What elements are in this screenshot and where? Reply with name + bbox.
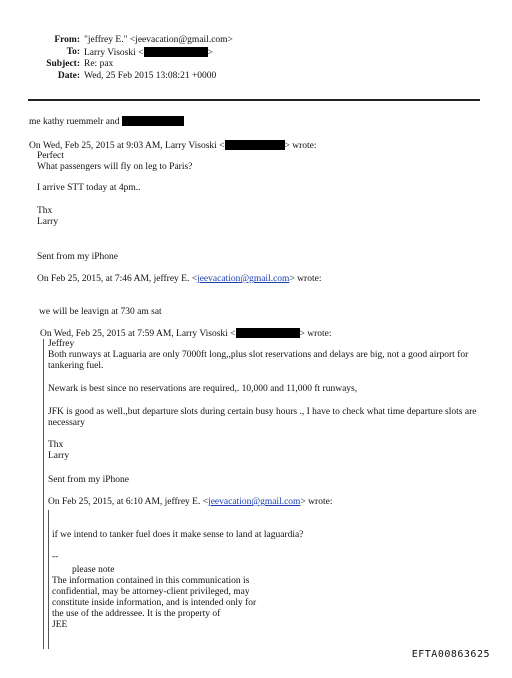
quote4-line: if we intend to tanker fuel does it make sense to land at laguardia? — [52, 530, 304, 540]
to-value-close: > — [207, 48, 213, 58]
email-link[interactable]: jeevacation@gmail.com — [208, 497, 301, 507]
quote2-intro-text: On Feb 25, 2015, at 7:46 AM, jeffrey E. < — [37, 274, 198, 284]
redaction-box — [144, 47, 208, 57]
header-divider — [28, 99, 480, 101]
subject-label: Subject: — [46, 59, 80, 69]
signature-dash: -- — [52, 552, 59, 562]
signature-line: JEE — [52, 620, 68, 630]
quote1-line: Larry — [37, 217, 59, 227]
quote2-line: we will be leavign at 730 am sat — [39, 307, 162, 317]
quote4-intro-text: On Feb 25, 2015, at 6:10 AM, jeffrey E. < — [48, 497, 209, 507]
quote-bar — [48, 510, 49, 649]
quote-bar — [43, 339, 44, 649]
signature-line: please note — [72, 565, 115, 575]
quote1-line: Thx — [37, 206, 53, 216]
quote2-intro-wrote: > wrote: — [289, 274, 322, 284]
signature-line: The information contained in this communication is — [52, 576, 250, 586]
quote3-intro — [40, 328, 332, 340]
date-value: Wed, 25 Feb 2015 13:08:21 +0000 — [84, 71, 217, 81]
email-link[interactable]: jeevacation@gmail.com — [197, 274, 290, 284]
quote3-line: Thx — [48, 440, 64, 450]
quote3-line: Newark is best since no reservations are required,. 10,000 and 11,000 ft runways, — [48, 384, 358, 394]
quote3-line: Jeffrey — [48, 339, 75, 349]
quote3-paragraph: Both runways at Laguaria are only 7000ft long,,plus slot reservations and delays are big, not a good airport for tankering fuel. — [48, 350, 469, 371]
quote3-paragraph: JFK is good as well.,but departure slots during certain busy hours ., I have to check what time departure slots are necessary — [48, 407, 477, 428]
quote4-intro-wrote: > wrote: — [300, 497, 333, 507]
quote1-sent: Sent from my iPhone — [37, 252, 119, 262]
quote1-intro — [29, 140, 317, 152]
to-value-text: Larry Visoski < — [84, 48, 144, 58]
quote1-line: I arrive STT today at 4pm.. — [37, 183, 141, 193]
redaction-box — [122, 116, 184, 126]
quote3-intro-wrote: > wrote: — [299, 329, 332, 339]
quote3-sent: Sent from my iPhone — [48, 475, 130, 485]
quote3-line: Larry — [48, 451, 70, 461]
quote1-line: Perfect — [37, 151, 64, 161]
to-label: To: — [66, 47, 80, 57]
redaction-box — [225, 140, 285, 150]
date-label: Date: — [57, 71, 80, 81]
from-value: "jeffrey E." <jeevacation@gmail.com> — [84, 35, 233, 45]
signature-line: constitute inside information, and is intended only for — [52, 598, 257, 608]
quote1-intro-text: On Wed, Feb 25, 2015 at 9:03 AM, Larry Visoski < — [29, 141, 225, 151]
from-label: From: — [54, 35, 80, 45]
redaction-box — [236, 328, 300, 338]
to-value — [84, 47, 213, 59]
quote1-line: What passengers will fly on leg to Paris? — [37, 162, 193, 172]
reply-line — [29, 116, 184, 128]
quote2-intro — [37, 274, 321, 285]
subject-value: Re: pax — [84, 59, 114, 69]
signature-line: confidential, may be attorney-client privileged, may — [52, 587, 250, 597]
quote4-intro — [48, 497, 332, 508]
reply-text: me kathy ruemmelr and — [29, 117, 120, 127]
document-id: EFTA00863625 — [411, 649, 490, 660]
quote3-intro-text: On Wed, Feb 25, 2015 at 7:59 AM, Larry Visoski < — [40, 329, 236, 339]
signature-line: the use of the addressee. It is the property of — [52, 609, 221, 619]
quote1-intro-wrote: > wrote: — [284, 141, 317, 151]
